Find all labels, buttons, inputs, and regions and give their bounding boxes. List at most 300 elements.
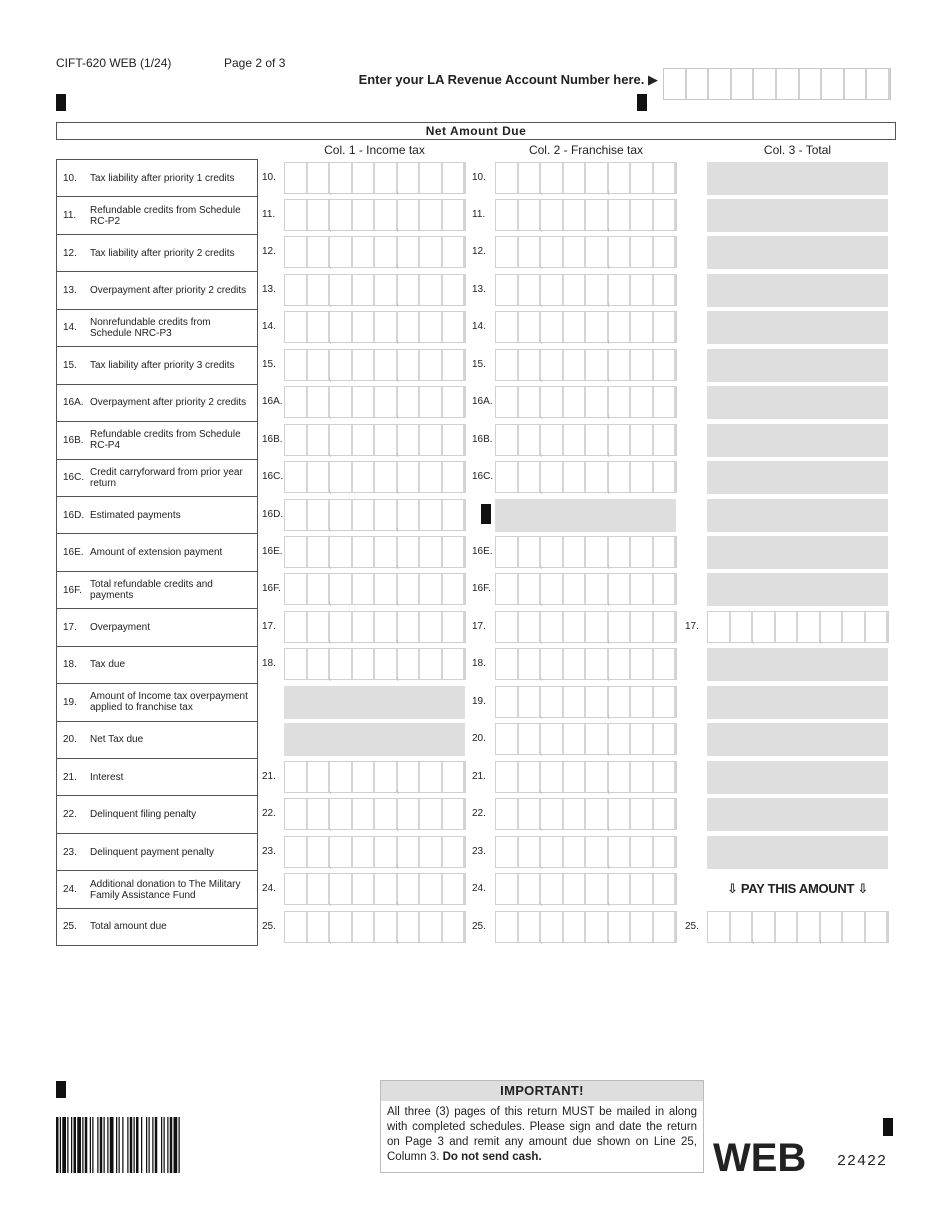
digit-cell[interactable] — [731, 912, 754, 942]
amount-field-col1[interactable] — [284, 386, 466, 418]
digit-cell[interactable] — [586, 163, 609, 193]
digit-cell[interactable] — [519, 237, 542, 267]
digit-cell[interactable] — [443, 387, 466, 417]
digit-cell[interactable] — [564, 874, 587, 904]
digit-cell[interactable] — [308, 237, 331, 267]
digit-cell[interactable] — [285, 500, 308, 530]
digit-cell[interactable] — [609, 275, 632, 305]
digit-cell[interactable] — [654, 200, 677, 230]
digit-cell[interactable] — [420, 312, 443, 342]
digit-cell[interactable] — [330, 387, 353, 417]
digit-cell[interactable] — [564, 837, 587, 867]
digit-cell[interactable] — [308, 275, 331, 305]
digit-cell[interactable] — [308, 912, 331, 942]
digit-cell[interactable] — [564, 687, 587, 717]
digit-cell[interactable] — [353, 612, 376, 642]
digit-cell[interactable] — [586, 237, 609, 267]
digit-cell[interactable] — [541, 724, 564, 754]
amount-field-col1[interactable] — [284, 199, 466, 231]
digit-cell[interactable] — [443, 425, 466, 455]
digit-cell[interactable] — [443, 912, 466, 942]
digit-cell[interactable] — [654, 762, 677, 792]
digit-cell[interactable] — [586, 350, 609, 380]
digit-cell[interactable] — [398, 237, 421, 267]
amount-field-col2[interactable] — [495, 573, 677, 605]
digit-cell[interactable] — [443, 762, 466, 792]
digit-cell[interactable] — [398, 425, 421, 455]
digit-cell[interactable] — [496, 837, 519, 867]
digit-cell[interactable] — [654, 425, 677, 455]
digit-cell[interactable] — [541, 537, 564, 567]
digit-cell[interactable] — [308, 500, 331, 530]
digit-cell[interactable] — [654, 687, 677, 717]
digit-cell[interactable] — [609, 425, 632, 455]
digit-cell[interactable] — [353, 537, 376, 567]
digit-cell[interactable] — [519, 837, 542, 867]
digit-cell[interactable] — [496, 912, 519, 942]
digit-cell[interactable] — [496, 350, 519, 380]
digit-cell[interactable] — [821, 912, 844, 942]
digit-cell[interactable] — [519, 612, 542, 642]
digit-cell[interactable] — [631, 762, 654, 792]
digit-cell[interactable] — [398, 912, 421, 942]
digit-cell[interactable] — [330, 837, 353, 867]
digit-cell[interactable] — [631, 462, 654, 492]
digit-cell[interactable] — [308, 163, 331, 193]
digit-cell[interactable] — [398, 837, 421, 867]
amount-field-col2[interactable] — [495, 648, 677, 680]
digit-cell[interactable] — [541, 425, 564, 455]
digit-cell[interactable] — [586, 574, 609, 604]
digit-cell[interactable] — [443, 537, 466, 567]
digit-cell[interactable] — [609, 200, 632, 230]
digit-cell[interactable] — [654, 837, 677, 867]
digit-cell[interactable] — [654, 312, 677, 342]
digit-cell[interactable] — [586, 275, 609, 305]
digit-cell[interactable] — [308, 425, 331, 455]
amount-field-col2[interactable] — [495, 873, 677, 905]
amount-field-col1[interactable] — [284, 499, 466, 531]
digit-cell[interactable] — [398, 275, 421, 305]
account-number-cell[interactable] — [800, 69, 823, 99]
digit-cell[interactable] — [308, 762, 331, 792]
account-number-cell[interactable] — [664, 69, 687, 99]
digit-cell[interactable] — [541, 762, 564, 792]
digit-cell[interactable] — [285, 237, 308, 267]
digit-cell[interactable] — [375, 275, 398, 305]
digit-cell[interactable] — [798, 612, 821, 642]
digit-cell[interactable] — [586, 462, 609, 492]
digit-cell[interactable] — [330, 574, 353, 604]
digit-cell[interactable] — [496, 462, 519, 492]
digit-cell[interactable] — [375, 874, 398, 904]
digit-cell[interactable] — [308, 837, 331, 867]
digit-cell[interactable] — [330, 649, 353, 679]
digit-cell[interactable] — [519, 537, 542, 567]
digit-cell[interactable] — [631, 275, 654, 305]
digit-cell[interactable] — [398, 312, 421, 342]
digit-cell[interactable] — [353, 874, 376, 904]
digit-cell[interactable] — [564, 237, 587, 267]
digit-cell[interactable] — [420, 387, 443, 417]
digit-cell[interactable] — [631, 163, 654, 193]
digit-cell[interactable] — [353, 163, 376, 193]
digit-cell[interactable] — [564, 912, 587, 942]
digit-cell[interactable] — [564, 350, 587, 380]
digit-cell[interactable] — [586, 799, 609, 829]
digit-cell[interactable] — [496, 387, 519, 417]
digit-cell[interactable] — [496, 574, 519, 604]
digit-cell[interactable] — [564, 462, 587, 492]
digit-cell[interactable] — [753, 612, 776, 642]
digit-cell[interactable] — [731, 612, 754, 642]
digit-cell[interactable] — [564, 387, 587, 417]
digit-cell[interactable] — [285, 837, 308, 867]
digit-cell[interactable] — [609, 837, 632, 867]
digit-cell[interactable] — [285, 912, 308, 942]
digit-cell[interactable] — [541, 312, 564, 342]
digit-cell[interactable] — [541, 612, 564, 642]
amount-field-col2[interactable] — [495, 236, 677, 268]
digit-cell[interactable] — [285, 649, 308, 679]
digit-cell[interactable] — [308, 537, 331, 567]
digit-cell[interactable] — [631, 574, 654, 604]
digit-cell[interactable] — [564, 425, 587, 455]
digit-cell[interactable] — [609, 724, 632, 754]
digit-cell[interactable] — [564, 275, 587, 305]
digit-cell[interactable] — [564, 649, 587, 679]
digit-cell[interactable] — [496, 724, 519, 754]
digit-cell[interactable] — [330, 462, 353, 492]
digit-cell[interactable] — [654, 163, 677, 193]
digit-cell[interactable] — [564, 537, 587, 567]
digit-cell[interactable] — [866, 612, 889, 642]
digit-cell[interactable] — [496, 312, 519, 342]
digit-cell[interactable] — [708, 912, 731, 942]
account-number-cell[interactable] — [822, 69, 845, 99]
digit-cell[interactable] — [654, 574, 677, 604]
amount-field-col2[interactable] — [495, 386, 677, 418]
digit-cell[interactable] — [308, 799, 331, 829]
digit-cell[interactable] — [496, 762, 519, 792]
digit-cell[interactable] — [443, 837, 466, 867]
digit-cell[interactable] — [654, 275, 677, 305]
digit-cell[interactable] — [586, 649, 609, 679]
digit-cell[interactable] — [654, 724, 677, 754]
digit-cell[interactable] — [609, 874, 632, 904]
digit-cell[interactable] — [654, 462, 677, 492]
digit-cell[interactable] — [420, 574, 443, 604]
digit-cell[interactable] — [586, 762, 609, 792]
digit-cell[interactable] — [285, 163, 308, 193]
digit-cell[interactable] — [285, 275, 308, 305]
digit-cell[interactable] — [776, 912, 799, 942]
digit-cell[interactable] — [496, 874, 519, 904]
digit-cell[interactable] — [609, 799, 632, 829]
digit-cell[interactable] — [353, 500, 376, 530]
amount-field-col2[interactable] — [495, 536, 677, 568]
digit-cell[interactable] — [375, 574, 398, 604]
digit-cell[interactable] — [330, 500, 353, 530]
digit-cell[interactable] — [375, 200, 398, 230]
amount-field-col2[interactable] — [495, 911, 677, 943]
digit-cell[interactable] — [420, 837, 443, 867]
digit-cell[interactable] — [398, 163, 421, 193]
digit-cell[interactable] — [420, 200, 443, 230]
digit-cell[interactable] — [541, 799, 564, 829]
digit-cell[interactable] — [519, 724, 542, 754]
digit-cell[interactable] — [631, 837, 654, 867]
account-number-cell[interactable] — [754, 69, 777, 99]
digit-cell[interactable] — [375, 312, 398, 342]
account-number-cell[interactable] — [777, 69, 800, 99]
digit-cell[interactable] — [586, 200, 609, 230]
digit-cell[interactable] — [631, 537, 654, 567]
digit-cell[interactable] — [586, 912, 609, 942]
digit-cell[interactable] — [541, 387, 564, 417]
digit-cell[interactable] — [330, 425, 353, 455]
digit-cell[interactable] — [353, 312, 376, 342]
digit-cell[interactable] — [821, 612, 844, 642]
digit-cell[interactable] — [564, 762, 587, 792]
digit-cell[interactable] — [519, 462, 542, 492]
digit-cell[interactable] — [330, 237, 353, 267]
digit-cell[interactable] — [496, 799, 519, 829]
digit-cell[interactable] — [631, 687, 654, 717]
digit-cell[interactable] — [541, 350, 564, 380]
digit-cell[interactable] — [443, 500, 466, 530]
digit-cell[interactable] — [631, 425, 654, 455]
digit-cell[interactable] — [398, 537, 421, 567]
digit-cell[interactable] — [586, 312, 609, 342]
digit-cell[interactable] — [631, 649, 654, 679]
digit-cell[interactable] — [866, 912, 889, 942]
digit-cell[interactable] — [398, 500, 421, 530]
amount-field-col1[interactable] — [284, 162, 466, 194]
digit-cell[interactable] — [519, 762, 542, 792]
digit-cell[interactable] — [443, 612, 466, 642]
digit-cell[interactable] — [420, 500, 443, 530]
digit-cell[interactable] — [654, 537, 677, 567]
digit-cell[interactable] — [375, 462, 398, 492]
digit-cell[interactable] — [398, 799, 421, 829]
digit-cell[interactable] — [308, 350, 331, 380]
digit-cell[interactable] — [564, 574, 587, 604]
digit-cell[interactable] — [609, 350, 632, 380]
amount-field-col1[interactable] — [284, 836, 466, 868]
digit-cell[interactable] — [330, 537, 353, 567]
digit-cell[interactable] — [285, 350, 308, 380]
digit-cell[interactable] — [708, 612, 731, 642]
amount-field-col2[interactable] — [495, 836, 677, 868]
digit-cell[interactable] — [443, 649, 466, 679]
digit-cell[interactable] — [443, 200, 466, 230]
digit-cell[interactable] — [609, 612, 632, 642]
digit-cell[interactable] — [541, 687, 564, 717]
account-number-cell[interactable] — [687, 69, 710, 99]
amount-field-col2[interactable] — [495, 274, 677, 306]
digit-cell[interactable] — [609, 649, 632, 679]
digit-cell[interactable] — [308, 649, 331, 679]
amount-field-col1[interactable] — [284, 798, 466, 830]
digit-cell[interactable] — [564, 163, 587, 193]
digit-cell[interactable] — [285, 799, 308, 829]
amount-field-col2[interactable] — [495, 723, 677, 755]
digit-cell[interactable] — [654, 350, 677, 380]
digit-cell[interactable] — [443, 799, 466, 829]
digit-cell[interactable] — [330, 350, 353, 380]
digit-cell[interactable] — [541, 275, 564, 305]
digit-cell[interactable] — [398, 874, 421, 904]
digit-cell[interactable] — [609, 687, 632, 717]
digit-cell[interactable] — [420, 537, 443, 567]
digit-cell[interactable] — [443, 874, 466, 904]
amount-field-col2[interactable] — [495, 162, 677, 194]
digit-cell[interactable] — [496, 537, 519, 567]
digit-cell[interactable] — [496, 237, 519, 267]
digit-cell[interactable] — [519, 425, 542, 455]
digit-cell[interactable] — [443, 350, 466, 380]
digit-cell[interactable] — [564, 312, 587, 342]
digit-cell[interactable] — [776, 612, 799, 642]
digit-cell[interactable] — [330, 799, 353, 829]
amount-field-col1[interactable] — [284, 648, 466, 680]
digit-cell[interactable] — [285, 425, 308, 455]
amount-field-col1[interactable] — [284, 311, 466, 343]
digit-cell[interactable] — [353, 912, 376, 942]
digit-cell[interactable] — [631, 612, 654, 642]
digit-cell[interactable] — [353, 425, 376, 455]
digit-cell[interactable] — [631, 200, 654, 230]
digit-cell[interactable] — [496, 612, 519, 642]
digit-cell[interactable] — [654, 799, 677, 829]
digit-cell[interactable] — [398, 762, 421, 792]
digit-cell[interactable] — [586, 687, 609, 717]
digit-cell[interactable] — [541, 837, 564, 867]
digit-cell[interactable] — [541, 200, 564, 230]
digit-cell[interactable] — [420, 425, 443, 455]
amount-field-col3[interactable] — [707, 911, 889, 943]
digit-cell[interactable] — [519, 799, 542, 829]
digit-cell[interactable] — [609, 312, 632, 342]
digit-cell[interactable] — [654, 387, 677, 417]
digit-cell[interactable] — [330, 163, 353, 193]
digit-cell[interactable] — [631, 312, 654, 342]
digit-cell[interactable] — [541, 574, 564, 604]
digit-cell[interactable] — [330, 874, 353, 904]
digit-cell[interactable] — [631, 350, 654, 380]
digit-cell[interactable] — [420, 275, 443, 305]
digit-cell[interactable] — [519, 649, 542, 679]
digit-cell[interactable] — [375, 350, 398, 380]
amount-field-col1[interactable] — [284, 761, 466, 793]
digit-cell[interactable] — [609, 762, 632, 792]
digit-cell[interactable] — [420, 912, 443, 942]
digit-cell[interactable] — [609, 912, 632, 942]
amount-field-col1[interactable] — [284, 424, 466, 456]
account-number-cell[interactable] — [709, 69, 732, 99]
amount-field-col1[interactable] — [284, 873, 466, 905]
account-number-input[interactable] — [663, 68, 891, 100]
digit-cell[interactable] — [353, 762, 376, 792]
amount-field-col1[interactable] — [284, 536, 466, 568]
digit-cell[interactable] — [398, 387, 421, 417]
digit-cell[interactable] — [586, 612, 609, 642]
digit-cell[interactable] — [353, 649, 376, 679]
digit-cell[interactable] — [420, 163, 443, 193]
digit-cell[interactable] — [753, 912, 776, 942]
digit-cell[interactable] — [519, 874, 542, 904]
digit-cell[interactable] — [285, 200, 308, 230]
digit-cell[interactable] — [353, 350, 376, 380]
digit-cell[interactable] — [353, 462, 376, 492]
digit-cell[interactable] — [353, 799, 376, 829]
digit-cell[interactable] — [654, 874, 677, 904]
digit-cell[interactable] — [420, 462, 443, 492]
digit-cell[interactable] — [519, 163, 542, 193]
digit-cell[interactable] — [654, 912, 677, 942]
digit-cell[interactable] — [285, 537, 308, 567]
digit-cell[interactable] — [285, 762, 308, 792]
digit-cell[interactable] — [519, 912, 542, 942]
amount-field-col1[interactable] — [284, 611, 466, 643]
digit-cell[interactable] — [541, 237, 564, 267]
digit-cell[interactable] — [353, 275, 376, 305]
amount-field-col2[interactable] — [495, 461, 677, 493]
amount-field-col2[interactable] — [495, 424, 677, 456]
digit-cell[interactable] — [541, 462, 564, 492]
digit-cell[interactable] — [375, 163, 398, 193]
digit-cell[interactable] — [496, 200, 519, 230]
account-number-cell[interactable] — [845, 69, 868, 99]
digit-cell[interactable] — [631, 724, 654, 754]
digit-cell[interactable] — [330, 612, 353, 642]
digit-cell[interactable] — [609, 462, 632, 492]
digit-cell[interactable] — [541, 649, 564, 679]
digit-cell[interactable] — [519, 312, 542, 342]
amount-field-col1[interactable] — [284, 274, 466, 306]
digit-cell[interactable] — [330, 912, 353, 942]
digit-cell[interactable] — [631, 874, 654, 904]
digit-cell[interactable] — [285, 312, 308, 342]
digit-cell[interactable] — [353, 574, 376, 604]
digit-cell[interactable] — [519, 275, 542, 305]
amount-field-col1[interactable] — [284, 573, 466, 605]
digit-cell[interactable] — [375, 837, 398, 867]
amount-field-col1[interactable] — [284, 461, 466, 493]
digit-cell[interactable] — [843, 612, 866, 642]
digit-cell[interactable] — [443, 574, 466, 604]
digit-cell[interactable] — [609, 237, 632, 267]
amount-field-col2[interactable] — [495, 761, 677, 793]
digit-cell[interactable] — [308, 387, 331, 417]
digit-cell[interactable] — [398, 649, 421, 679]
digit-cell[interactable] — [420, 762, 443, 792]
digit-cell[interactable] — [420, 612, 443, 642]
digit-cell[interactable] — [330, 312, 353, 342]
digit-cell[interactable] — [541, 163, 564, 193]
digit-cell[interactable] — [375, 387, 398, 417]
digit-cell[interactable] — [586, 724, 609, 754]
digit-cell[interactable] — [375, 425, 398, 455]
digit-cell[interactable] — [496, 163, 519, 193]
digit-cell[interactable] — [609, 387, 632, 417]
digit-cell[interactable] — [375, 912, 398, 942]
digit-cell[interactable] — [496, 649, 519, 679]
digit-cell[interactable] — [564, 200, 587, 230]
digit-cell[interactable] — [443, 312, 466, 342]
digit-cell[interactable] — [285, 387, 308, 417]
